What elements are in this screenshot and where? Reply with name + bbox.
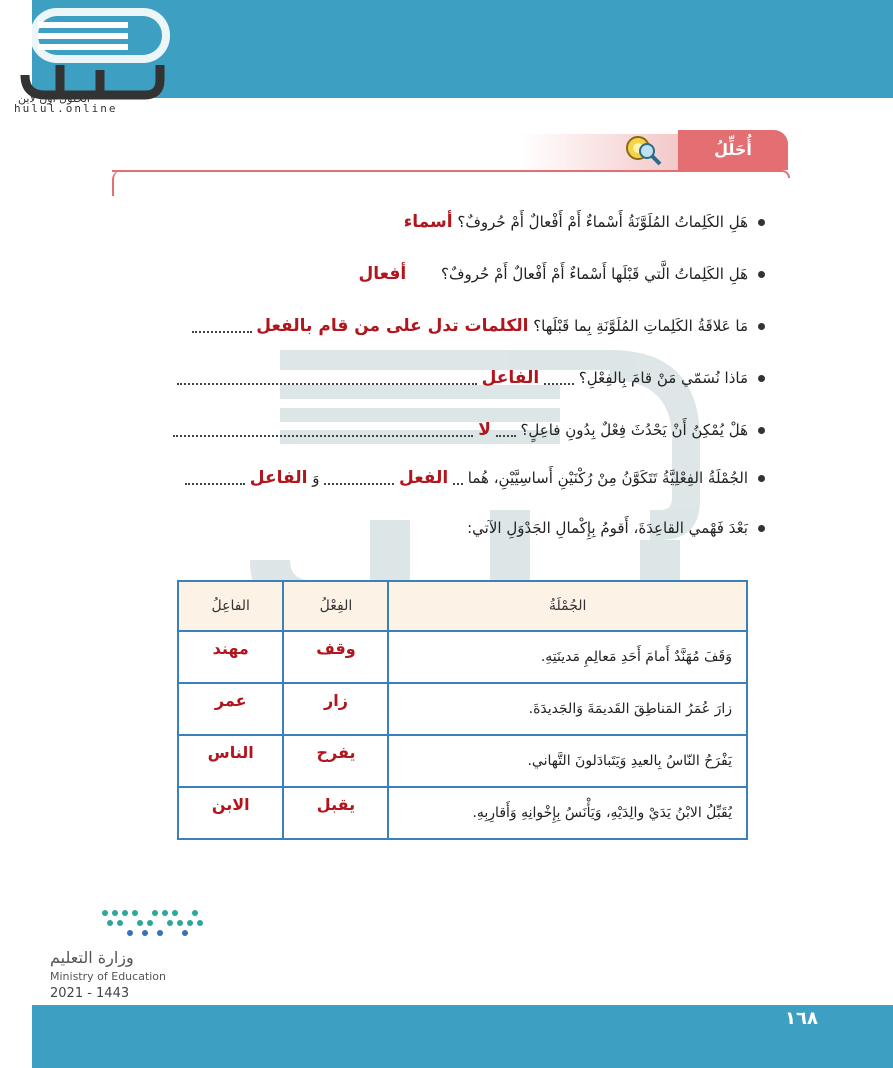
verb-cell [283, 631, 388, 683]
sentence-cell: يُقَبِّلُ الابْنُ يَدَيْ والِدَيْهِ، وَيَأْنَسُ بِإِخْوانِهِ وَأَقارِبِهِ. [388, 787, 747, 839]
subject-cell [178, 787, 283, 839]
table-row [178, 787, 747, 839]
answer-line [185, 473, 245, 485]
left-margin [0, 0, 32, 1068]
bullet [758, 475, 765, 482]
section-tab-analyze: أُحَلِّلُ [678, 130, 788, 170]
question-2 [125, 262, 765, 286]
sentences-table [177, 580, 748, 840]
ministry-year: 2021 - 1443 [50, 986, 130, 1001]
sentence-cell: يَفْرَحُ النّاسُ بِالعيدِ وَيَتَبادَلونَ التَّهاني. [388, 735, 747, 787]
answer-line [324, 473, 394, 485]
verb-answer: زار [324, 690, 348, 710]
subject-answer: الناس [207, 742, 254, 762]
answer-4: الفاعل [481, 368, 540, 388]
question-text: هَلِ الكَلِماتُ المُلَوَّنَةُ أَسْماءٌ أَمْ أَفْعالٌ أَمْ حُروفٌ؟ [457, 213, 748, 231]
answer-5: لا [478, 420, 491, 440]
table-row [178, 683, 747, 735]
bullet [758, 375, 765, 382]
answer-line [177, 373, 477, 385]
table-header-row [178, 581, 747, 631]
question-text: هَلِ الكَلِماتُ الَّتي قَبْلَها أَسْماءٌ أَمْ أَفْعالٌ أَمْ حُروفٌ؟ [441, 265, 748, 283]
table-row [178, 735, 747, 787]
verb-answer: يفرح [316, 742, 356, 762]
question-text: مَا عَلاقَةُ الكَلِماتِ المُلَوَّنَةِ بِما قَبْلَها؟ [533, 317, 748, 335]
question-4 [125, 366, 765, 390]
answer-6a: الفعل [399, 468, 449, 488]
subject-answer: الابن [211, 794, 250, 814]
table-row [178, 631, 747, 683]
question-text: الجُمْلَةُ الفِعْلِيَّةُ تَتَكَوَّنُ مِنْ رُكْنَيْنِ أَساسِيَّيْنِ، هُما [467, 469, 748, 487]
subject-cell [178, 631, 283, 683]
bullet [758, 525, 765, 532]
footer-band [32, 1005, 893, 1068]
question-7 [125, 516, 765, 540]
verb-cell [283, 735, 388, 787]
sentence-cell: وَقَفَ مُهَنَّدٌ أَمامَ أَحَدِ مَعالِمِ مَدينَتِهِ. [388, 631, 747, 683]
header-subject: الفاعِلُ [178, 581, 283, 631]
question-text: مَاذا نُسَمّي مَنْ قامَ بِالفِعْلِ؟ [578, 369, 748, 387]
question-5 [125, 418, 765, 442]
answer-2: أفعال [358, 264, 407, 284]
bullet [758, 271, 765, 278]
connector-and: وَ [312, 469, 320, 487]
question-3 [125, 314, 765, 338]
header-sentence: الجُمْلَةُ [388, 581, 747, 631]
frame-border-left [112, 170, 122, 196]
verb-cell [283, 787, 388, 839]
page-number: ١٦٨ [785, 1008, 818, 1029]
subject-answer: عمر [214, 690, 247, 710]
question-text: هَلْ يُمْكِنُ أَنْ يَحْدُثَ فِعْلٌ بِدُونِ فاعِلٍ؟ [520, 421, 748, 439]
bullet [758, 323, 765, 330]
answer-3: الكلمات تدل على من قام بالفعل [256, 316, 529, 336]
header-verb: الفِعْلُ [283, 581, 388, 631]
bullet [758, 219, 765, 226]
answer-line [453, 473, 463, 485]
subject-cell [178, 683, 283, 735]
answer-line [192, 321, 252, 333]
ministry-dots-logo [100, 905, 205, 940]
answer-6b: الفاعل [249, 468, 308, 488]
logo-arabic-text: الحلول اون لاين [18, 92, 90, 105]
sentence-cell: زارَ عُمَرُ المَناطِقَ القَديمَةَ وَالجَديدَةَ. [388, 683, 747, 735]
ministry-name-en: Ministry of Education [50, 970, 167, 983]
question-1 [125, 210, 765, 234]
answer-1: أسماء [403, 212, 453, 232]
bullet [758, 427, 765, 434]
answer-line [173, 425, 473, 437]
verb-cell [283, 683, 388, 735]
ministry-name-ar: وزارة التعليم [50, 948, 134, 967]
verb-answer: يقبل [316, 794, 356, 814]
answer-line [544, 373, 574, 385]
question-6 [125, 466, 765, 490]
logo-latin-text: hulul.online [14, 102, 118, 115]
magnifier-gear-icon [620, 132, 668, 168]
question-text: بَعْدَ فَهْمي القاعِدَةَ، أَقومُ بِإِكْمالِ الجَدْوَلِ الآتي: [467, 519, 748, 537]
subject-answer: مهند [212, 638, 249, 658]
answer-line [496, 425, 516, 437]
subject-cell [178, 735, 283, 787]
verb-answer: وقف [316, 638, 356, 658]
frame-border-top [112, 170, 790, 178]
